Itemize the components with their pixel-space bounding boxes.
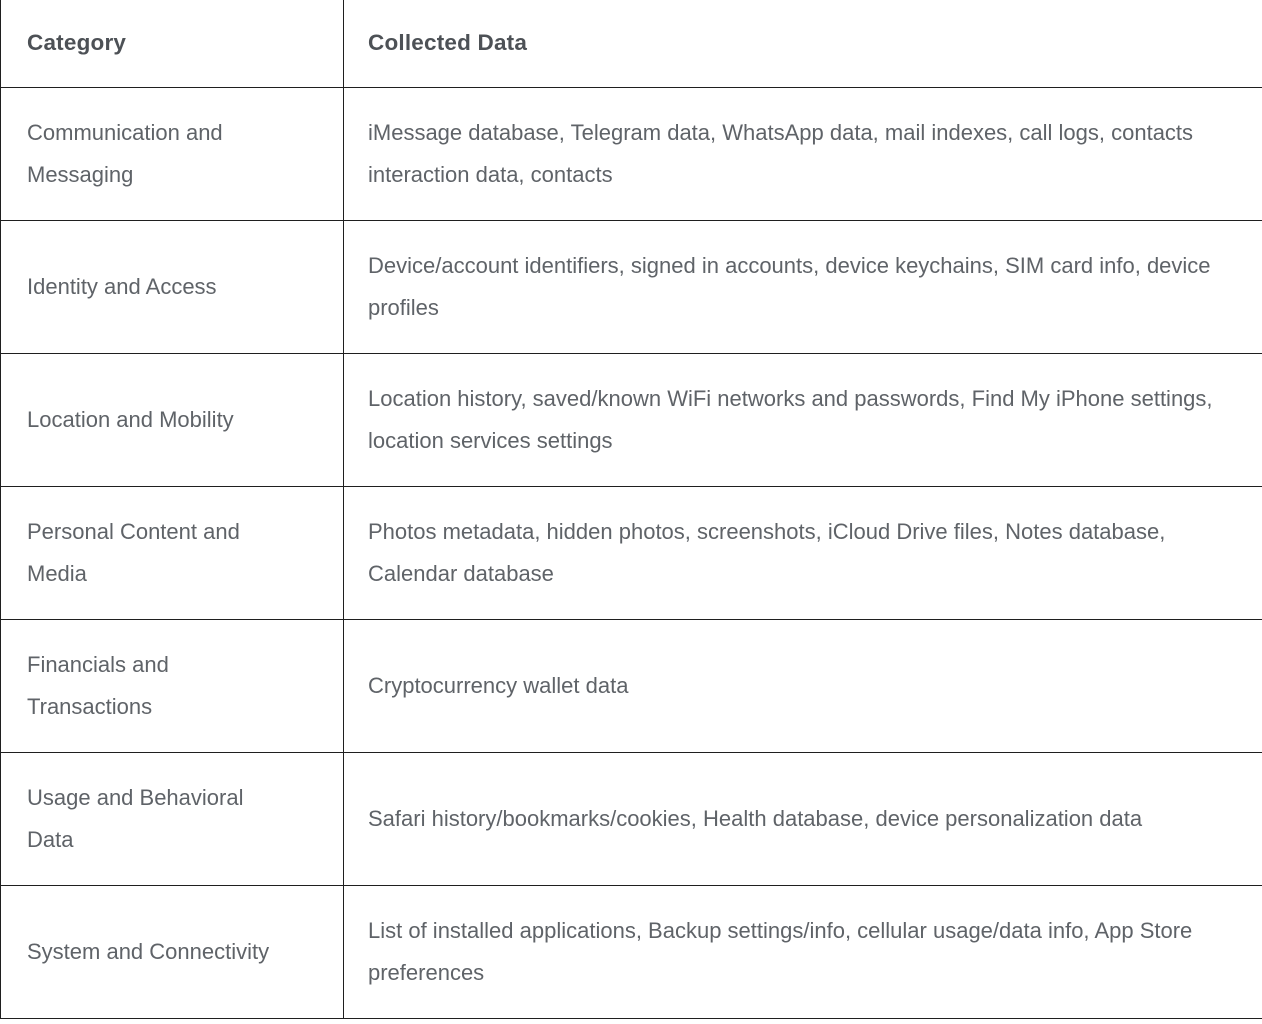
collected-data-cell: Photos metadata, hidden photos, screenshots, iCloud Drive files, Notes database, Calendar database — [344, 486, 1262, 619]
table-row — [1, 885, 1262, 1018]
collected-data-cell: Cryptocurrency wallet data — [344, 619, 1262, 752]
table-row — [1, 87, 1262, 220]
header-row — [1, 0, 1262, 87]
collected-data-cell: Location history, saved/known WiFi networks and passwords, Find My iPhone settings, location services settings — [344, 353, 1262, 486]
collected-data-cell: iMessage database, Telegram data, WhatsApp data, mail indexes, call logs, contacts interaction data, contacts — [344, 87, 1262, 220]
table-header — [1, 0, 1262, 87]
table-row — [1, 220, 1262, 353]
collected-data-cell: Device/account identifiers, signed in accounts, device keychains, SIM card info, device profiles — [344, 220, 1262, 353]
category-cell: Financials and Transactions — [1, 619, 344, 752]
category-cell: Communication and Messaging — [1, 87, 344, 220]
table-body — [1, 87, 1262, 1018]
table-row — [1, 752, 1262, 885]
collected-data-cell: List of installed applications, Backup settings/info, cellular usage/data info, App Store preferences — [344, 885, 1262, 1018]
column-header-category: Category — [1, 0, 344, 87]
table-row — [1, 353, 1262, 486]
collected-data-cell: Safari history/bookmarks/cookies, Health database, device personalization data — [344, 752, 1262, 885]
column-header-collected-data: Collected Data — [344, 0, 1262, 87]
category-cell: Identity and Access — [1, 220, 344, 353]
category-cell: System and Connectivity — [1, 885, 344, 1018]
category-cell: Usage and Behavioral Data — [1, 752, 344, 885]
table-row — [1, 486, 1262, 619]
category-cell: Location and Mobility — [1, 353, 344, 486]
category-cell: Personal Content and Media — [1, 486, 344, 619]
table-row — [1, 619, 1262, 752]
